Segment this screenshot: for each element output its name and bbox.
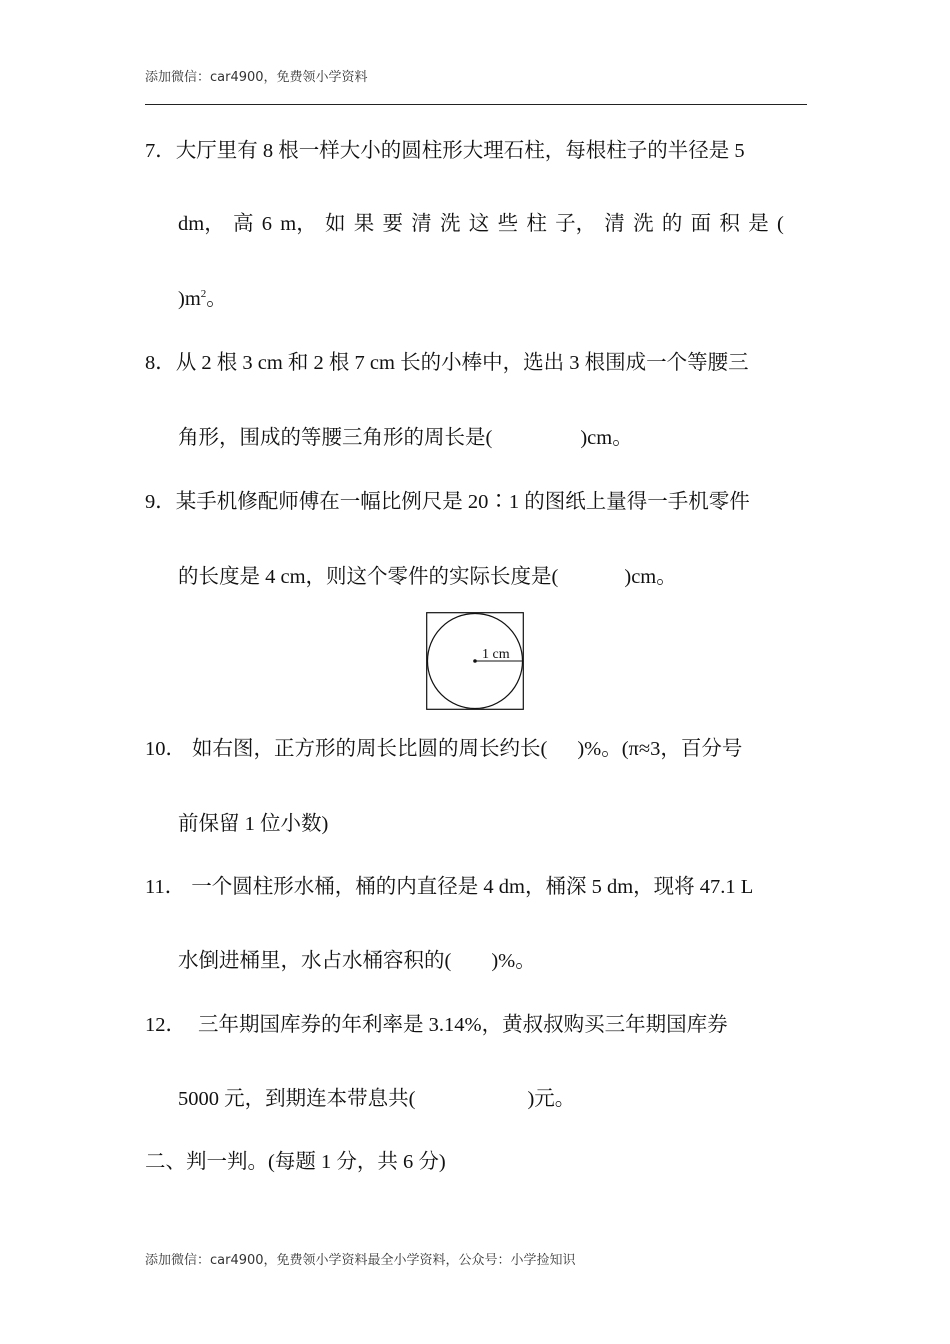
question-7-line2: [178, 214, 784, 235]
section-2-title: 二、判一判。(每题 1 分，共 6 分): [145, 1151, 446, 1173]
question-7-word: 如: [324, 213, 346, 235]
question-8-line1: [145, 353, 749, 374]
question-7-line3: [178, 289, 227, 310]
question-7-word: 清: [411, 213, 432, 235]
circle-center-dot: [473, 659, 477, 663]
question-7-word: (: [776, 213, 784, 235]
question-7-word: dm，: [178, 213, 225, 235]
question-8-text-3: )cm。: [580, 427, 633, 449]
question-12-line2: [178, 1089, 575, 1110]
question-7-word: 这: [468, 213, 490, 235]
question-7-word: 清: [604, 213, 625, 235]
question-12-text-2: 5000 元，到期连本带息共(: [178, 1088, 416, 1110]
question-9-line1: [145, 492, 750, 513]
question-7-word: 柱: [526, 213, 547, 235]
question-7-line1: [145, 141, 745, 162]
question-9-text-3: )cm。: [624, 566, 677, 588]
question-9-line2: [178, 567, 677, 588]
question-12-number: 12．: [145, 1014, 186, 1036]
page-footer: 添加微信：car4900，免费领小学资料最全小学资料，公众号：小学捡知识: [145, 1253, 576, 1268]
question-12-line1: [145, 1015, 728, 1036]
question-7-word: 要: [382, 213, 403, 235]
question-11-line2: [178, 951, 536, 972]
question-8-text-1: 从 2 根 3 cm 和 2 根 7 cm 长的小棒中，选出 3 根围成一个等腰三: [175, 352, 749, 374]
question-11-line1: [145, 877, 753, 898]
question-7-text-1: 大厅里有 8 根一样大小的圆柱形大理石柱，每根柱子的半径是 5: [175, 140, 745, 162]
question-12-text-1: 三年期国库券的年利率是 3.14%，黄叔叔购买三年期国库券: [198, 1014, 728, 1036]
question-10-text-2: )%。(π≈3，百分号: [577, 738, 743, 760]
question-7-word: m，: [280, 213, 317, 235]
question-11-text-3: )%。: [491, 950, 536, 972]
question-7-unit: )m: [178, 288, 201, 310]
question-10-text-3: 前保留 1 位小数): [178, 813, 329, 835]
question-7-word: 高: [232, 213, 254, 235]
question-7-number: 7．: [145, 140, 176, 162]
question-11-number: 11．: [145, 876, 186, 898]
question-8-line2: [178, 428, 633, 449]
question-7-word: 洗: [633, 213, 654, 235]
question-7-unit-exponent: 2: [200, 288, 207, 301]
question-10-line2: [178, 814, 328, 835]
question-11-text-1: 一个圆柱形水桶，桶的内直径是 4 dm，桶深 5 dm，现将 47.1 L: [191, 876, 754, 898]
question-7-word: 积: [719, 213, 740, 235]
question-7-word: 果: [353, 213, 375, 235]
question-7-word: 洗: [440, 213, 461, 235]
question-7-end: 。: [206, 288, 227, 310]
question-9-number: 9．: [145, 491, 176, 513]
question-10-number: 10．: [145, 738, 186, 760]
question-10-line1: [145, 739, 742, 760]
question-8-number: 8．: [145, 352, 176, 374]
question-10-text-1: 如右图，正方形的周长比圆的周长约长(: [192, 738, 548, 760]
question-11-text-2: 水倒进桶里，水占水桶容积的(: [178, 950, 452, 972]
question-9-text-2: 的长度是 4 cm，则这个零件的实际长度是(: [178, 566, 559, 588]
question-12-text-3: )元。: [527, 1088, 576, 1110]
question-7-word: 的: [661, 213, 683, 235]
question-7-word: 6: [261, 213, 272, 235]
square-circle-figure: [426, 612, 524, 710]
question-7-word: 是: [748, 213, 769, 235]
question-8-text-2: 角形，围成的等腰三角形的周长是(: [178, 427, 493, 449]
radius-label: 1 cm: [482, 647, 510, 662]
page-header: 添加微信：car4900，免费领小学资料: [145, 70, 368, 85]
header-divider: [145, 104, 807, 105]
question-7-word: 些: [497, 213, 519, 235]
question-7-word: 面: [690, 213, 712, 235]
question-9-text-1: 某手机修配师傅在一幅比例尺是 20∶1 的图纸上量得一手机零件: [175, 491, 750, 513]
question-7-word: 子，: [555, 213, 597, 235]
